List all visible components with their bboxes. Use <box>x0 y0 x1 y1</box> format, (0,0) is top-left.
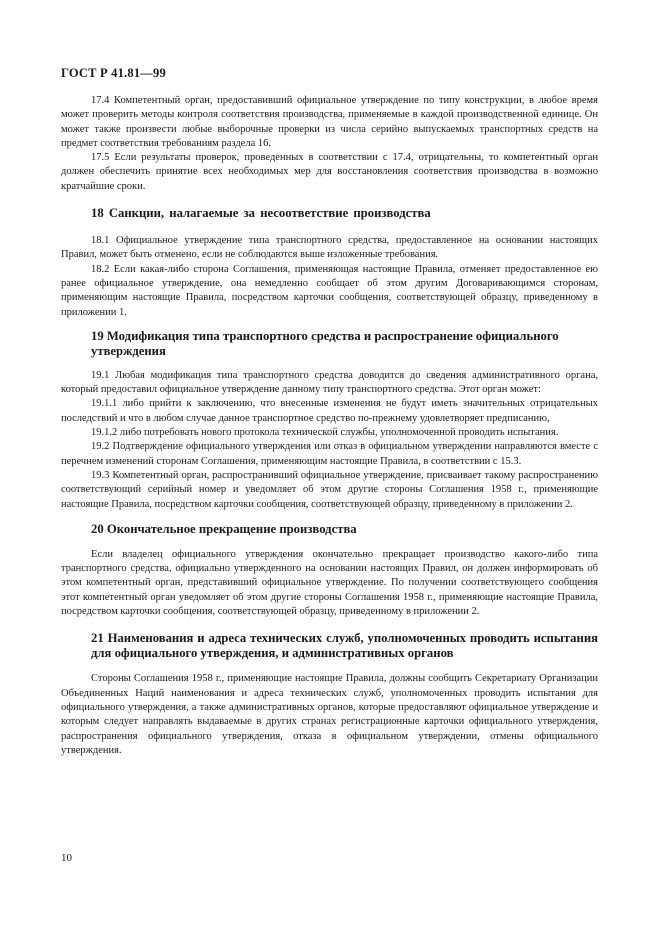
paragraph-19-1-1: 19.1.1 либо прийти к заключению, что внесенные изменения не будут иметь значительных отрицательных последствий и что в любом случае данное транспортное средство по-прежнему удовлетворяет предписанию, <box>61 398 598 424</box>
paragraph-21: Стороны Соглашения 1958 г., применяющие настоящие Правила, должны сообщить Секретариату Организации Объединенных Наций наименования и адреса технических служб, уполномоченных проводить испытания для официального утверждения, а также административных органов, которые предоставляют официальное утверждение и которым следует направлять выдаваемые в других странах регистрационные карточки официального утверждения, распространения официального утверждения, отказа в официальном утверждении, отмены официального утверждения. <box>61 673 598 756</box>
document-body <box>61 94 598 758</box>
paragraph-19-1: 19.1 Любая модификация типа транспортного средства доводится до сведения административного органа, который предоставил официальное утверждение данному типу транспортного средства. Этот орган может: <box>61 369 598 396</box>
paragraph-20: Если владелец официального утверждения окончательно прекращает производство какого-либо типа транспортного средства, официально утвержденного на основании настоящих Правил, он должен информировать об этом компетентный орган, представивший официальное утверждение. По получении соответствующего сообщения этот компетентный орган уведомляет об этом другие стороны Соглашения 1958 г., применяющие настоящие Правила, посредством карточки сообщения, соответствующей образцу, приведенному в приложении 2. <box>61 548 598 618</box>
page-number: 10 <box>61 852 72 864</box>
paragraph-18-1: 18.1 Официальное утверждение типа транспортного средства, предоставленное на основании настоящих Правил, может быть отменено, если не соблюдаются выше изложенные требования. <box>61 235 598 261</box>
paragraph-18-2: 18.2 Если какая-либо сторона Соглашения, применяющая настоящие Правила, отменяет предоставленное ею ранее официальное утверждение, она немедленно сообщает об этом другим Договаривающимся сторонам, применяющим настоящие Правила, посредством карточки сообщения, соответствующей образцу, приведенному в приложении 1. <box>61 263 598 318</box>
paragraph-17-4: 17.4 Компетентный орган, предоставивший официальное утверждение по типу конструкции, в любое время может проверить методы контроля соответствия производства, применяемые в каждой производственной единице. Он может также произвести любые выборочные проверки из числа серийно выпускаемых транспортных средств на предмет соответствия требованиям раздела 16. <box>61 95 598 149</box>
section-20-heading: 20 Окончательное прекращение производства <box>91 521 357 536</box>
paragraph-19-1-2: 19.1.2 либо потребовать нового протокола технической службы, уполномоченной проводить испытания. <box>91 427 559 439</box>
document-header: ГОСТ Р 41.81—99 <box>61 66 166 80</box>
paragraph-19-3: 19.3 Компетентный орган, распространивший официальное утверждение, присваивает такому распространению соответствующий серийный номер и уведомляет об этом другие стороны Соглашения 1958 г., применяющие настоящие Правила, посредством карточки сообщения, соответствующей образцу, приведенному в приложении 2. <box>61 469 598 510</box>
section-18-heading: 18 Санкции, налагаемые за несоответствие производства <box>91 206 431 221</box>
paragraph-17-5: 17.5 Если результаты проверок, проведенных в соответствии с 17.4, отрицательны, то компетентный орган должен обеспечить принятие всех необходимых мер для восстановления соответствия производства в возможно кратчайшие сроки. <box>61 152 598 192</box>
paragraph-19-2: 19.2 Подтверждение официального утверждения или отказ в официальном утверждении направляются вместе с перечнем изменений сторонам Соглашения, применяющим настоящие Правила, в соответствии с 15.3. <box>61 441 598 467</box>
section-21-heading: 21 Наименования и адреса технических служб, уполномоченных проводить испытания для официального утверждения, и административных органов <box>91 631 598 661</box>
section-19-heading: 19 Модификация типа транспортного средства и распространение официального утверждения <box>91 328 559 358</box>
